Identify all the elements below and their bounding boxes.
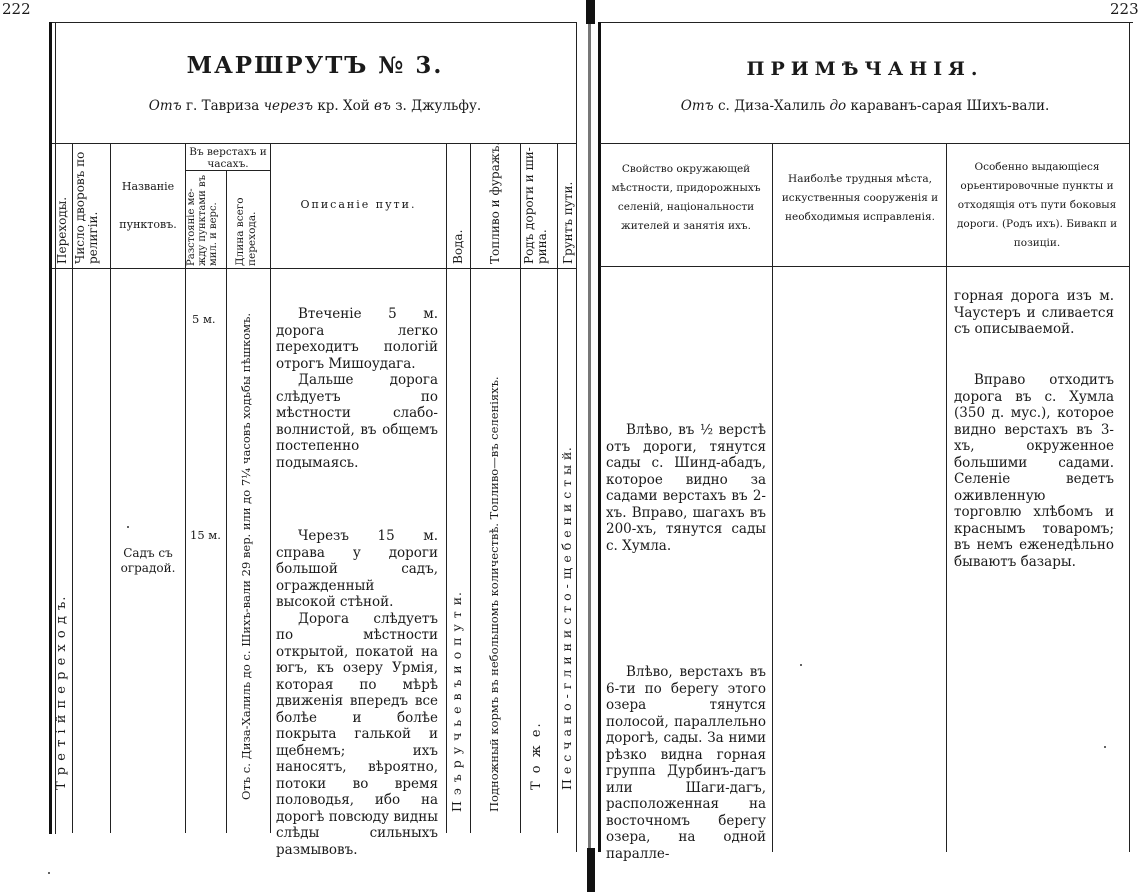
point-name: Садъ съ оградой. xyxy=(120,546,176,575)
page-number-left: 222 xyxy=(2,0,31,18)
subtitle-from: с. Диза-Халиль xyxy=(717,98,826,114)
col-line xyxy=(110,143,111,833)
page-number-right: 223 xyxy=(1110,0,1139,18)
right-frame-left xyxy=(598,22,601,852)
header-col1: Свойство окружающей мѣстности, придорожныхъ селеній, національности жителей и занятія ихъ. xyxy=(611,163,761,232)
bullet-dot xyxy=(48,872,50,874)
left-frame-right xyxy=(576,22,577,852)
header-points-name: Названіе xyxy=(121,180,175,193)
header-water: Вода. xyxy=(451,229,465,264)
col-line xyxy=(557,143,558,833)
header-crossings: Переходы. xyxy=(55,196,69,264)
gutter-line xyxy=(588,24,591,892)
description-paragraph: Черезъ 15 м. справа у дороги большой садъ, огражденный высокой стѣной. xyxy=(276,528,438,610)
subtitle-via: кр. Хой xyxy=(317,98,370,114)
water-note: П э ъ р у ч ь е в ъ и о п у т и. xyxy=(449,590,464,812)
subtitle-from-word: Отъ xyxy=(680,98,714,114)
header-description: Описанiе пути. xyxy=(300,198,417,211)
col-line xyxy=(470,143,471,833)
distance-1: 5 м. xyxy=(192,312,216,326)
left-page-subtitle xyxy=(60,98,570,114)
col1-text-2: Влѣво, верстахъ въ 6-ти по берегу этого озера тянутся полосой, параллельно дорогѣ, сады. За ними рѣзко видна горная группа Дурбинъ-дагъ или Шаги-дагъ, расположенная на восточномъ берегу озера, на одной паралле- xyxy=(606,664,766,862)
left-page-title: МАРШРУТЪ № 3. xyxy=(186,52,444,79)
right-page-title: ПРИМѢЧАНІЯ. xyxy=(746,58,984,80)
crossing-label: Т р е т і й п е р е х о д ъ. xyxy=(54,595,69,790)
col-line xyxy=(270,143,271,833)
description-paragraph: Дальше дорога слѣдуетъ по мѣстности слабо-волнистой, въ общемъ постепенно подымаясь. xyxy=(276,372,438,471)
description-paragraph: Втеченіе 5 м. дорога легко переходитъ пологій отрогъ Мишоудага. xyxy=(276,306,438,372)
right-header-top-rule xyxy=(600,143,1130,144)
header-households: Число дворовъ по религіи. xyxy=(73,151,100,264)
subtitle-to: караванъ-сарая Шихъ-вали. xyxy=(850,98,1050,114)
distance-2: 15 м. xyxy=(190,528,221,542)
description-block-1 xyxy=(276,306,438,471)
subtitle-to: з. Джульфу. xyxy=(395,98,482,114)
header-road-type: Родъ дороги и ши-рина. xyxy=(522,147,549,264)
header-soil: Грунтъ пути. xyxy=(561,181,575,264)
crossing-length: Отъ с. Диза-Халиль до с. Шихъ-вали 29 вер. или до 7¼ часовъ ходьбы пѣшкомъ. xyxy=(239,312,253,800)
col-line xyxy=(446,143,447,833)
col-line xyxy=(946,143,947,852)
col-line xyxy=(226,170,227,833)
subtitle-via-word: черезъ xyxy=(263,98,314,114)
right-header-bottom-rule xyxy=(600,266,1130,267)
fuel-note: Подножный кормъ въ небольшомъ количествѣ. Топливо—въ селенiяхъ. xyxy=(487,376,501,812)
road-type-note: Т о ж е. xyxy=(529,721,544,790)
header-versts-group: Въ верстахъ и часахъ. xyxy=(189,146,267,170)
gutter-shadow-bottom xyxy=(587,848,595,892)
right-frame-right xyxy=(1129,22,1130,852)
left-header-bottom-rule xyxy=(52,268,576,269)
header-col2: Наиболѣе трудныя мѣста, искуственныя сооруженія и необходимыя исправленія. xyxy=(781,173,939,223)
header-col3: Особенно выдающіеся орьентировочные пункты и отходящія отъ пути боковыя дороги. (Родъ ихъ). Бивакп и позиціи. xyxy=(956,161,1118,249)
bullet-dot xyxy=(800,664,802,666)
header-distance: Разстоянiе ме-жду пунктами въ мил. и верс. xyxy=(186,175,219,266)
header-points-name-2: пунктовъ. xyxy=(119,218,177,231)
subtitle-to-word: до xyxy=(829,98,847,114)
gutter-shadow xyxy=(586,0,595,24)
left-header-subgroup-rule xyxy=(185,170,270,171)
right-frame-top xyxy=(598,22,1133,23)
description-block-2 xyxy=(276,528,438,858)
right-page-subtitle xyxy=(605,98,1125,114)
col3-text-2: Вправо отходитъ дорога въ с. Хумла (350 д. мус.), которое видно верстахъ въ 3-хъ, окруженное большими садами. Селеніе ведетъ оживленную торговлю хлѣбомъ и краснымъ товаромъ; въ немъ еженедѣльно бываютъ базары. xyxy=(954,372,1114,570)
header-length: Длина всего перехода. xyxy=(234,197,258,266)
col-line xyxy=(520,143,521,833)
description-paragraph: Дорога слѣдуетъ по мѣстности открытой, покатой на югъ, къ озеру Урмія, которая по мѣрѣ движенія впередъ все болѣе и болѣе покрыта галькой и щебнемъ; ихъ наносятъ, вѣроятно, потоки во время половодья, ибо на дорогѣ повсюду видны слѣды сильныхъ размывовъ. xyxy=(276,610,438,858)
subtitle-from: г. Тавриза xyxy=(185,98,260,114)
bullet-dot xyxy=(1104,746,1106,748)
col-line xyxy=(772,143,773,852)
subtitle-to-word: въ xyxy=(374,98,391,114)
soil-note: П е с ч а н о - г л и н и с т о - щ е б е н и с т ы й. xyxy=(559,446,574,790)
col1-text-1: Влѣво, въ ½ верстѣ отъ дороги, тянутся сады с. Шинд-абадъ, которое видно за садами верстахъ въ 2-хъ. Вправо, шагахъ въ 200-хъ, тянутся сады с. Хумла. xyxy=(606,422,766,554)
bullet-dot xyxy=(127,526,129,528)
col3-text-1: горная дорога изъ м. Чаустеръ и сливается съ описываемой. xyxy=(954,288,1114,337)
subtitle-from-word: Отъ xyxy=(148,98,182,114)
header-fuel: Топливо и фуражъ. xyxy=(488,141,502,264)
left-frame-top xyxy=(52,22,576,23)
